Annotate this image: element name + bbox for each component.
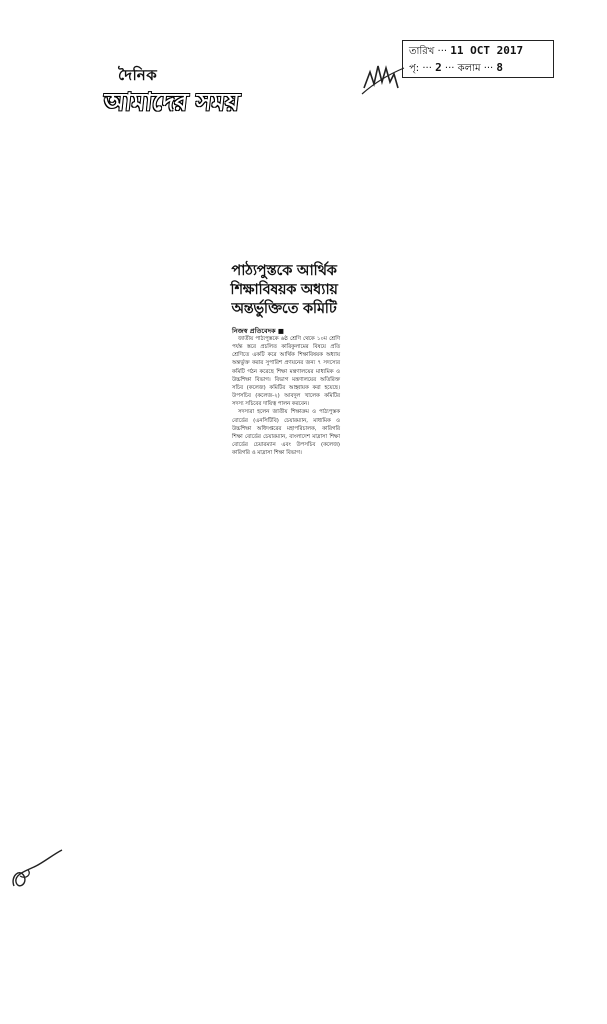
article-headline xyxy=(224,262,344,319)
headline-line-2: শিক্ষাবিষয়ক অধ্যায় xyxy=(230,282,338,298)
stamp-column-label: কলাম xyxy=(457,63,481,74)
stamp-page-label: পৃ: xyxy=(409,63,420,74)
article-byline: নিজস্ব প্রতিবেদক ■ xyxy=(232,327,284,335)
clipping-stamp xyxy=(402,40,554,78)
hand-drawn-mark-icon xyxy=(360,58,406,98)
article-paragraph-1: জাতীয় পাঠ্যপুস্তকে ৬ষ্ঠ শ্রেণি থেকে ১০ম শ্রেণি পর্যন্ত স্তরে প্রচলিত কারিকুলামের বিষয়ে প্রতি শ্রেণিতে একটি করে আর্থিক শিক্ষাবিষয়ক অধ্যায় অন্তর্ভুক্ত করার সুপারিশ প্রণয়নের জন্য ৭ সদস্যের কমিটি গঠন করেছে শিক্ষা মন্ত্রণালয়ের মাধ্যমিক ও উচ্চশিক্ষা বিভাগ। বিভাগ মন্ত্রণালয়ের অতিরিক্ত সচিব (কলেজ) কমিটির আহ্বায়ক করা হয়েছে। উপসচিব (কলেজ-২) আবদুল খালেক কমিটির সদস্য সচিবের দায়িত্ব পালন করবেন। xyxy=(232,336,340,408)
article-body xyxy=(232,335,340,457)
article-paragraph-2: সদস্যরা হলেন জাতীয় শিক্ষাক্রম ও পাঠ্যপুস্তক বোর্ডের (এনসিটিবি) চেয়ারম্যান, মাধ্যমিক ও উচ্চশিক্ষা অধিদপ্তরের মহাপরিচালক, কারিগরি শিক্ষা বোর্ডের চেয়ারম্যান, বাংলাদেশ মাদ্রাসা শিক্ষা বোর্ডের চেয়ারম্যান এবং উপসচিব (কলেজ) কারিগরি ও মাদ্রাসা শিক্ষা বিভাগ। xyxy=(232,409,340,457)
stamp-date-label: তারিখ xyxy=(409,46,435,57)
signature-icon xyxy=(6,846,64,894)
stamp-date-row: তারিখ ··· 11 OCT 2017 xyxy=(409,44,524,57)
stamp-page-value: 2 xyxy=(435,61,442,74)
headline-line-3: অন্তর্ভুক্তিতে কমিটি xyxy=(231,301,337,317)
stamp-date-value: 11 OCT 2017 xyxy=(450,44,524,57)
stamp-page-row: পৃ: ··· 2 ··· কলাম ··· 8 xyxy=(409,61,504,74)
stamp-column-value: 8 xyxy=(496,61,504,74)
newspaper-logo: আমাদের সময় xyxy=(102,88,241,116)
news-article xyxy=(224,262,344,572)
headline-line-1: পাঠ্যপুস্তকে আর্থিক xyxy=(231,263,337,279)
newspaper-label: দৈনিক xyxy=(118,66,158,84)
